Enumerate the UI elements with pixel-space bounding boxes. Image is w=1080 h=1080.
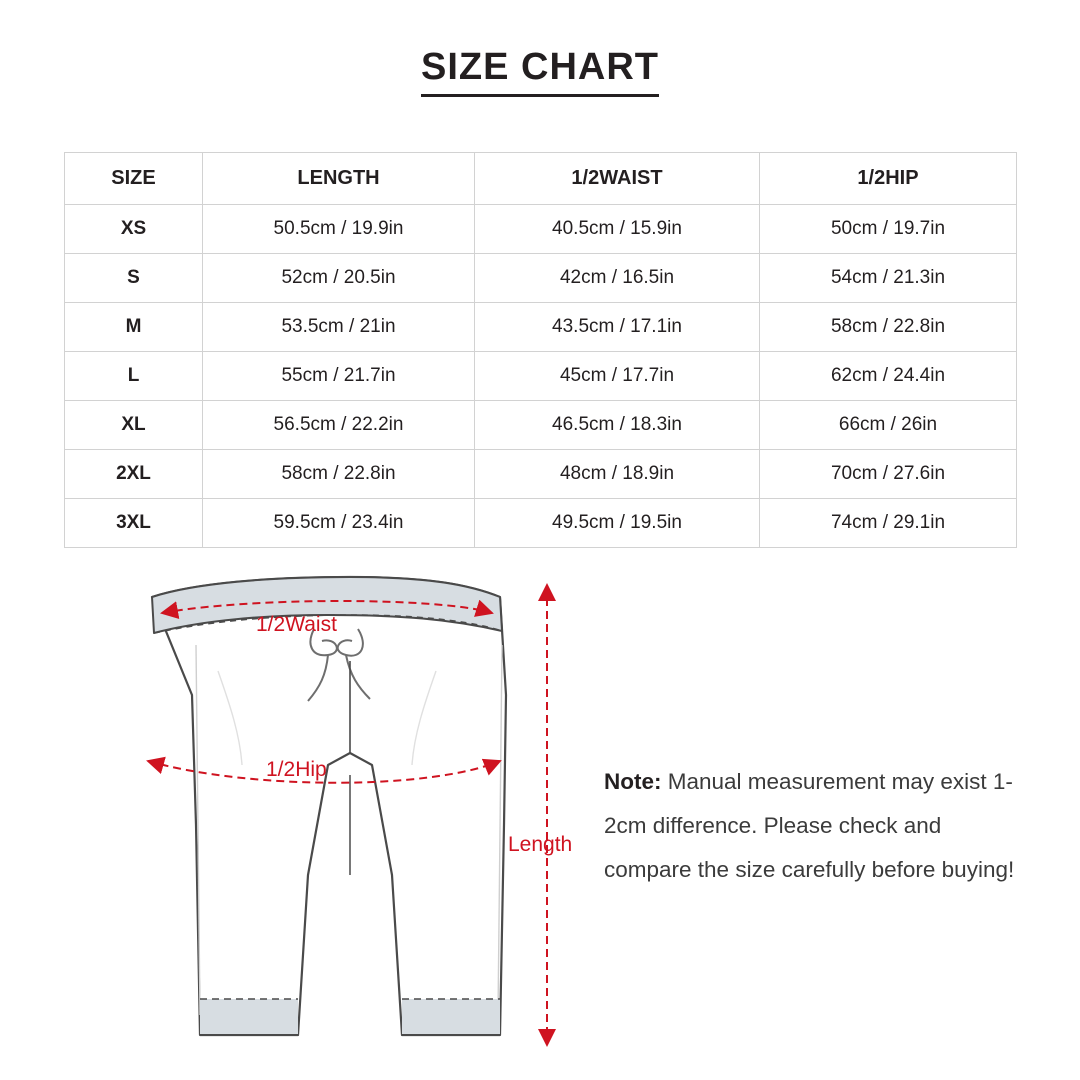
waist-dimension-label: 1/2Waist: [256, 613, 337, 636]
table-body: [65, 205, 1017, 548]
column-header-waist: 1/2WAIST: [475, 153, 760, 205]
note-text: [604, 760, 1022, 892]
cell-length: 50.5cm / 19.9in: [203, 205, 475, 254]
page-title: SIZE CHART: [421, 46, 659, 97]
cell-length: 56.5cm / 22.2in: [203, 401, 475, 450]
table-row: [65, 450, 1017, 499]
cell-waist: 40.5cm / 15.9in: [475, 205, 760, 254]
column-header-hip: 1/2HIP: [760, 153, 1017, 205]
cell-size: M: [65, 303, 203, 352]
table-row: [65, 499, 1017, 548]
shorts-body: [152, 577, 506, 1035]
note-body: Manual measurement may exist 1-2cm difference. Please check and compare the size carefully before buying!: [604, 769, 1015, 882]
cell-waist: 48cm / 18.9in: [475, 450, 760, 499]
cell-waist: 42cm / 16.5in: [475, 254, 760, 303]
cell-size: 3XL: [65, 499, 203, 548]
cell-length: 58cm / 22.8in: [203, 450, 475, 499]
cell-hip: 74cm / 29.1in: [760, 499, 1017, 548]
column-header-size: SIZE: [65, 153, 203, 205]
table-row: [65, 205, 1017, 254]
size-table-container: [64, 152, 1016, 548]
length-dimension-label: Length: [508, 833, 573, 856]
cell-waist: 43.5cm / 17.1in: [475, 303, 760, 352]
cell-waist: 46.5cm / 18.3in: [475, 401, 760, 450]
cell-length: 55cm / 21.7in: [203, 352, 475, 401]
table-header: [65, 153, 1017, 205]
table-row: [65, 303, 1017, 352]
cell-length: 59.5cm / 23.4in: [203, 499, 475, 548]
cell-size: L: [65, 352, 203, 401]
cell-length: 53.5cm / 21in: [203, 303, 475, 352]
cell-size: 2XL: [65, 450, 203, 499]
table-row: [65, 401, 1017, 450]
cell-size: S: [65, 254, 203, 303]
table-row: [65, 352, 1017, 401]
measurement-diagram: [100, 575, 600, 1065]
cell-hip: 62cm / 24.4in: [760, 352, 1017, 401]
shorts-illustration: [100, 575, 600, 1065]
cell-length: 52cm / 20.5in: [203, 254, 475, 303]
size-table: [64, 152, 1017, 548]
cell-hip: 58cm / 22.8in: [760, 303, 1017, 352]
hip-dimension-label: 1/2Hip: [266, 758, 327, 781]
column-header-length: LENGTH: [203, 153, 475, 205]
page-title-container: [0, 46, 1080, 97]
cell-waist: 49.5cm / 19.5in: [475, 499, 760, 548]
cell-size: XS: [65, 205, 203, 254]
cell-hip: 66cm / 26in: [760, 401, 1017, 450]
table-row: [65, 254, 1017, 303]
cell-waist: 45cm / 17.7in: [475, 352, 760, 401]
cell-hip: 70cm / 27.6in: [760, 450, 1017, 499]
table-header-row: [65, 153, 1017, 205]
note-prefix: Note:: [604, 769, 662, 794]
cell-size: XL: [65, 401, 203, 450]
cell-hip: 54cm / 21.3in: [760, 254, 1017, 303]
cell-hip: 50cm / 19.7in: [760, 205, 1017, 254]
